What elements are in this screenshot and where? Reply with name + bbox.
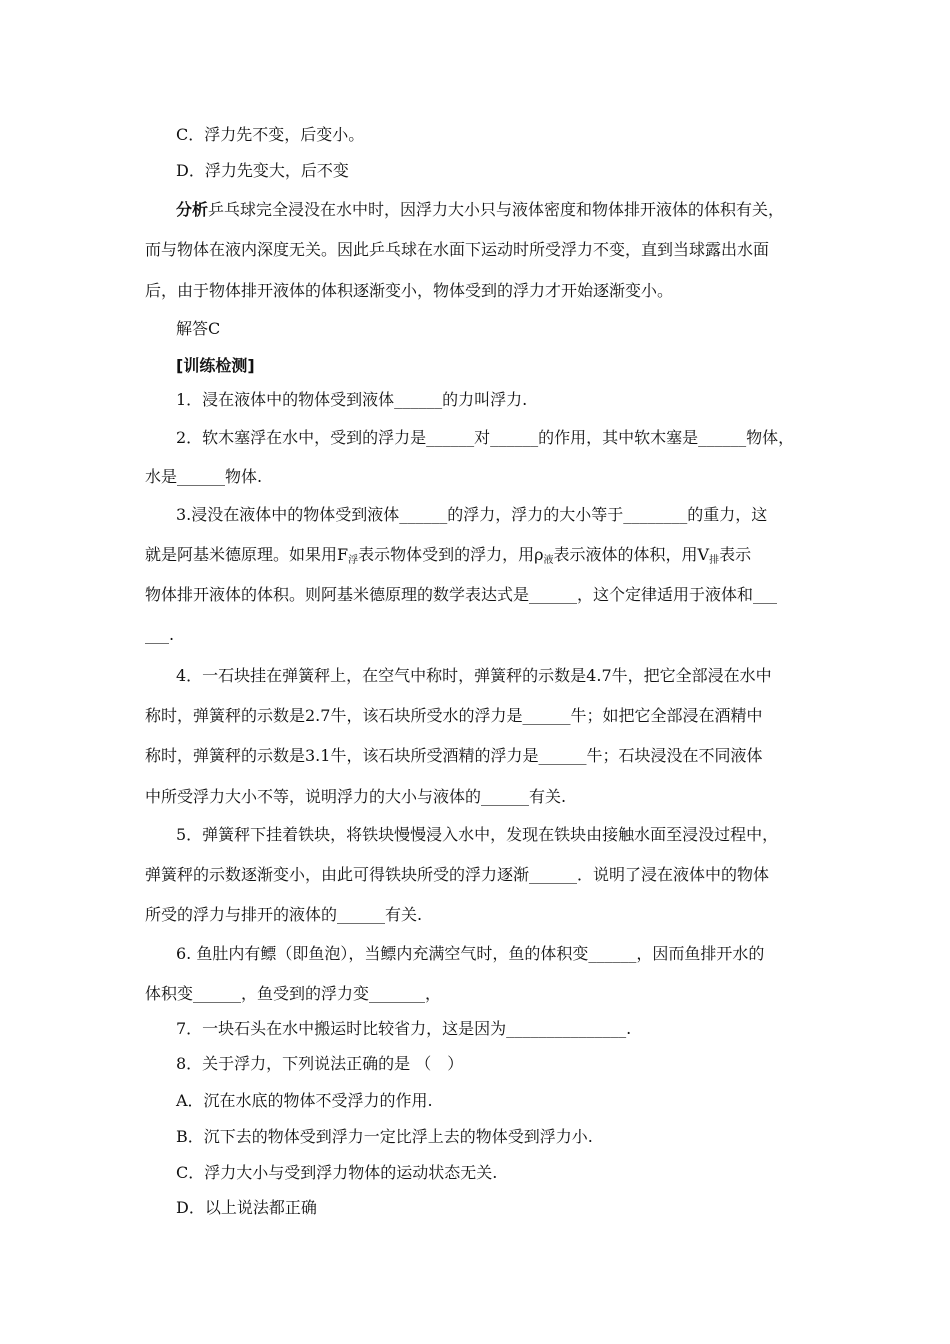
question-2-line-1: 2．软木塞浮在水中，受到的浮力是______对______的作用，其中软木塞是______物体， (176, 428, 795, 447)
q3-text-d: 表示 (719, 545, 752, 564)
question-4-line-4: 中所受浮力大小不等，说明浮力的大小与液体的______有关. (145, 787, 567, 806)
question-1: 1．浸在液体中的物体受到液体______的力叫浮力. (176, 390, 528, 409)
question-2-line-2: 水是______物体. (145, 467, 263, 486)
answer: 解答C (176, 319, 221, 338)
q3-text-b: 表示物体受到的浮力，用ρ (358, 545, 544, 564)
question-5-line-1: 5．弹簧秤下挂着铁块，将铁块慢慢浸入水中，发现在铁块由接触水面至浸没过程中， (176, 825, 779, 844)
question-3-line-4: ___. (145, 625, 175, 644)
analysis-label: 分析 (176, 200, 209, 219)
question-5-line-3: 所受的浮力与排开的液体的______有关. (145, 905, 423, 924)
q3-sub-pai: 排 (709, 555, 720, 566)
analysis-text-1: 乒乓球完全浸没在水中时，因浮力大小只与液体密度和物体排开液体的体积有关， (208, 200, 785, 219)
question-3-line-2 (145, 544, 751, 569)
q3-sub-fu: 浮 (348, 555, 359, 566)
question-3-line-1: 3.浸没在液体中的物体受到液体______的浮力，浮力的大小等于________的重力，这 (176, 505, 768, 524)
question-4-line-1: 4．一石块挂在弹簧秤上，在空气中称时，弹簧秤的示数是4.7牛，把它全部浸在水中 (176, 666, 772, 685)
question-4-line-3: 称时，弹簧秤的示数是3.1牛，该石块所受酒精的浮力是______牛；石块浸没在不同液体 (145, 746, 763, 765)
option-c-prev: C．浮力先不变，后变小。 (176, 125, 365, 144)
question-8-option-b: B．沉下去的物体受到浮力一定比浮上去的物体受到浮力小. (176, 1127, 593, 1146)
question-8-option-d: D．以上说法都正确 (176, 1198, 317, 1217)
question-4-line-2: 称时，弹簧秤的示数是2.7牛，该石块所受水的浮力是______牛；如把它全部浸在酒精中 (145, 706, 763, 725)
analysis-line-1 (176, 199, 784, 221)
analysis-line-3: 后，由于物体排开液体的体积逐渐变小，物体受到的浮力才开始逐渐变小。 (145, 281, 674, 300)
question-6-line-1: 6. 鱼肚内有鳔（即鱼泡），当鳔内充满空气时，鱼的体积变______，因而鱼排开水的 (176, 944, 765, 963)
option-d-prev: D．浮力先变大，后不变 (176, 161, 349, 180)
question-8-option-c: C．浮力大小与受到浮力物体的运动状态无关. (176, 1163, 498, 1182)
section-title: [训练检测] (176, 356, 255, 375)
question-5-line-2: 弹簧秤的示数逐渐变小，由此可得铁块所受的浮力逐渐______．说明了浸在液体中的物体 (145, 865, 770, 884)
question-6-line-2: 体积变______，鱼受到的浮力变_______， (145, 984, 442, 1003)
analysis-line-2: 而与物体在液内深度无关。因此乒乓球在水面下运动时所受浮力不变，直到当球露出水面 (145, 240, 770, 259)
q3-sub-ye: 液 (543, 555, 554, 566)
q3-text-c: 表示液体的体积，用V (553, 545, 710, 564)
question-8: 8．关于浮力，下列说法正确的是 （ ） (176, 1054, 464, 1073)
question-3-line-3: 物体排开液体的体积。则阿基米德原理的数学表达式是______，这个定律适用于液体和___ (145, 585, 778, 604)
q3-text-a: 就是阿基米德原理。如果用F (145, 545, 349, 564)
question-8-option-a: A．沉在水底的物体不受浮力的作用. (176, 1091, 433, 1110)
question-7: 7．一块石头在水中搬运时比较省力，这是因为_______________. (176, 1019, 632, 1038)
